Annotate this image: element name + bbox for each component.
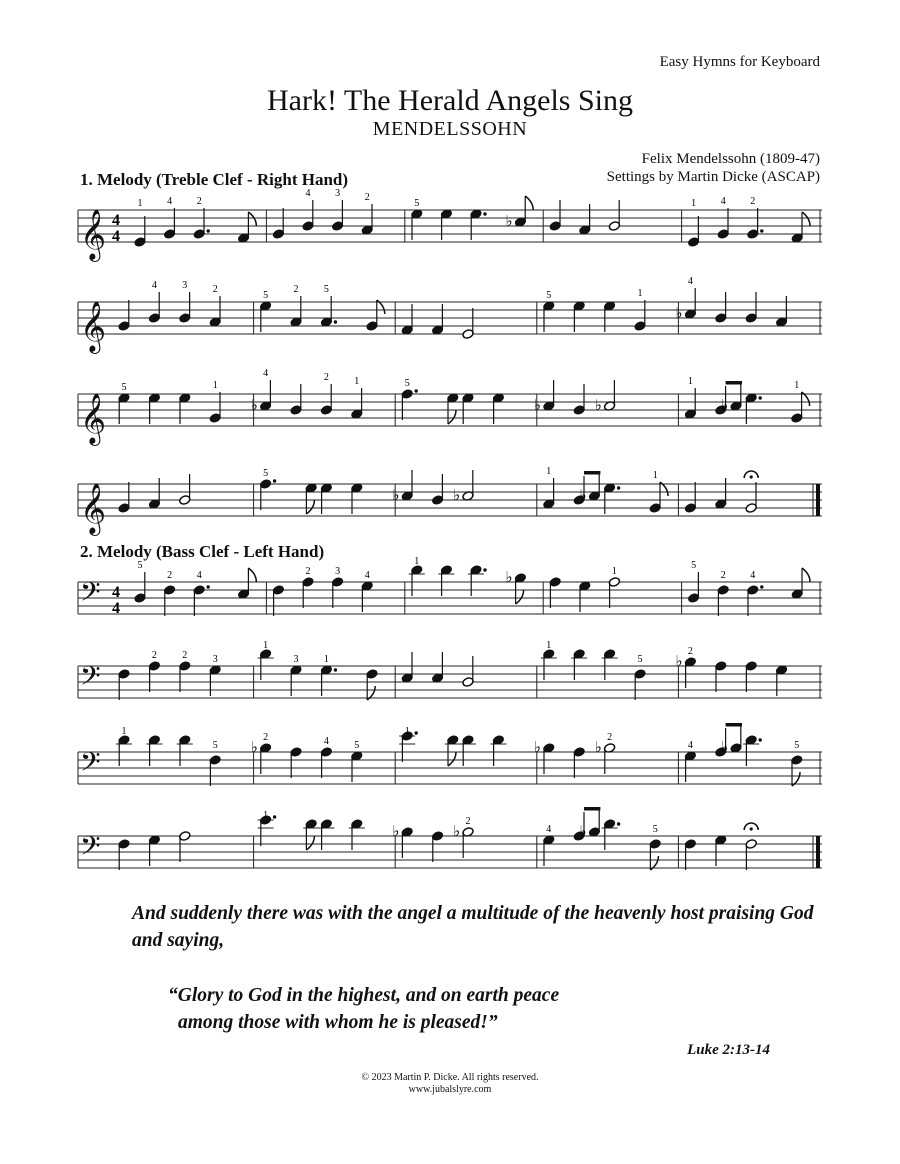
flat-icon: ♭ xyxy=(533,738,541,756)
fingering-number: 5 xyxy=(414,198,420,209)
note xyxy=(715,835,727,866)
note xyxy=(715,292,727,323)
note xyxy=(603,483,620,514)
note xyxy=(505,568,526,604)
note xyxy=(351,483,363,514)
note xyxy=(492,393,504,424)
note xyxy=(745,292,757,323)
note xyxy=(290,747,302,778)
note xyxy=(462,656,474,687)
note xyxy=(447,393,459,424)
fingering-number: 2 xyxy=(750,196,756,207)
fingering-number: 4 xyxy=(196,570,202,581)
fingering-number: 1 xyxy=(263,640,269,651)
flat-icon: ♭ xyxy=(594,738,602,756)
fingering-number: 3 xyxy=(293,654,299,665)
arranger-credit: Settings by Martin Dicke (ASCAP) xyxy=(606,169,820,185)
note xyxy=(179,831,191,862)
fingering-number: 4 xyxy=(687,740,693,751)
note xyxy=(684,482,696,513)
augmentation-dot xyxy=(334,668,337,671)
fingering-number: 2 xyxy=(465,816,471,827)
section-heading-treble: 1. Melody (Treble Clef - Right Hand) xyxy=(80,170,349,189)
note xyxy=(684,839,696,870)
fingering-number: 4 xyxy=(364,570,370,581)
note xyxy=(431,652,443,683)
note xyxy=(349,819,365,850)
fingering-number: 1 xyxy=(637,288,643,299)
augmentation-dot xyxy=(415,389,418,392)
note xyxy=(399,726,418,762)
fingering-number: 1 xyxy=(414,556,420,567)
note xyxy=(148,478,160,509)
staff-svg xyxy=(78,466,822,540)
fingering-number: 2 xyxy=(305,566,311,577)
time-signature-bottom: 4 xyxy=(112,228,120,245)
bass-system-1 xyxy=(78,556,822,638)
flat-icon: ♭ xyxy=(250,396,258,414)
note xyxy=(134,198,146,247)
note xyxy=(745,661,757,692)
note xyxy=(747,570,764,616)
bass-system-4 xyxy=(78,810,822,892)
note xyxy=(366,669,378,700)
note xyxy=(721,382,742,414)
note xyxy=(118,669,130,700)
note xyxy=(634,654,646,700)
note xyxy=(579,204,591,235)
fingering-number: 5 xyxy=(637,654,643,665)
note xyxy=(179,474,191,505)
fingering-number: 1 xyxy=(687,376,693,387)
fingering-number: 2 xyxy=(151,650,157,661)
augmentation-dot xyxy=(207,585,210,588)
composer-credit: Felix Mendelssohn (1809-47) xyxy=(641,151,820,167)
bass-clef-icon: 𝄢 xyxy=(80,576,101,614)
fingering-number: 5 xyxy=(137,560,143,571)
fingering-number: 4 xyxy=(305,188,311,199)
flag xyxy=(248,212,256,226)
note xyxy=(715,478,727,509)
fingering-number: 5 xyxy=(263,290,269,301)
fingering-number: 2 xyxy=(293,284,299,295)
fingering-number: 1 xyxy=(652,470,658,481)
note xyxy=(366,300,385,331)
fingering-number: 1 xyxy=(121,726,127,737)
flag xyxy=(448,752,456,766)
note xyxy=(440,209,452,240)
note xyxy=(148,393,160,424)
time-signature-bottom: 4 xyxy=(112,600,120,617)
treble-system-4 xyxy=(78,466,822,540)
note xyxy=(305,483,317,514)
note xyxy=(237,212,256,243)
note xyxy=(401,652,413,683)
augmentation-dot xyxy=(759,738,762,741)
note xyxy=(303,819,319,850)
note xyxy=(579,808,600,840)
note xyxy=(148,835,160,866)
note xyxy=(462,308,474,339)
note xyxy=(251,368,272,414)
flag xyxy=(306,836,314,850)
fingering-number: 2 xyxy=(607,732,613,743)
fingering-number: 3 xyxy=(182,280,188,291)
section-heading-bass: 2. Melody (Bass Clef - Left Hand) xyxy=(80,542,325,561)
note xyxy=(290,384,302,415)
treble-system-3 xyxy=(78,368,822,450)
fingering-number: 5 xyxy=(323,284,329,295)
website-link[interactable]: www.jubalslyre.com xyxy=(408,1084,492,1095)
note xyxy=(470,209,487,240)
fingering-number: 4 xyxy=(720,196,726,207)
staff-svg xyxy=(78,276,822,358)
note xyxy=(361,192,373,235)
augmentation-dot xyxy=(483,212,486,215)
bass-system-2 xyxy=(78,640,822,722)
note xyxy=(505,196,533,230)
note xyxy=(608,566,620,608)
note xyxy=(320,284,337,327)
fingering-number: 3 xyxy=(335,566,341,577)
note xyxy=(775,296,787,327)
note xyxy=(146,735,162,766)
note xyxy=(715,661,727,692)
note xyxy=(401,304,413,335)
bass-clef-icon: 𝄢 xyxy=(80,746,101,784)
fingering-number: 5 xyxy=(691,560,697,571)
note xyxy=(438,565,454,596)
note xyxy=(318,819,334,850)
note xyxy=(177,735,193,766)
fingering-number: 1 xyxy=(611,566,617,577)
bass-system-3 xyxy=(78,726,822,808)
fingering-number: 2 xyxy=(182,650,188,661)
note xyxy=(118,482,130,513)
note xyxy=(209,284,221,327)
flat-icon: ♭ xyxy=(675,304,683,322)
note xyxy=(675,276,696,322)
fingering-number: 4 xyxy=(687,276,693,287)
fingering-number: 1 xyxy=(546,466,552,477)
fingering-number: 2 xyxy=(687,646,693,657)
fingering-number: 4 xyxy=(151,280,157,291)
note xyxy=(595,380,616,414)
page-title: Hark! The Herald Angels Sing xyxy=(266,84,634,117)
flat-icon: ♭ xyxy=(594,396,602,414)
note xyxy=(431,474,443,505)
augmentation-dot xyxy=(760,229,763,232)
fingering-number: 2 xyxy=(323,372,329,383)
note xyxy=(791,212,810,243)
note xyxy=(468,565,487,596)
note xyxy=(320,483,332,514)
fingering-number: 5 xyxy=(794,740,800,751)
fingering-number: 1 xyxy=(263,810,269,821)
augmentation-dot xyxy=(617,486,620,489)
treble-system-2 xyxy=(78,276,822,358)
fingering-number: 2 xyxy=(212,284,218,295)
fermata-dot xyxy=(750,827,753,830)
note xyxy=(392,470,413,504)
note xyxy=(118,839,130,870)
staff-svg xyxy=(78,188,822,266)
note xyxy=(721,724,742,756)
fingering-number: 2 xyxy=(263,732,269,743)
scripture-verse: And suddenly there was with the angel a multitude of the heavenly host praising God and saying, xyxy=(132,903,814,951)
note xyxy=(179,393,191,424)
flat-icon: ♭ xyxy=(533,396,541,414)
fingering-number: 4 xyxy=(263,368,269,379)
quote-line-1: “Glory to God in the highest, and on earth peace xyxy=(168,985,560,1006)
note xyxy=(791,740,803,786)
staff-svg xyxy=(78,810,822,892)
augmentation-dot xyxy=(273,815,276,818)
note xyxy=(460,735,476,766)
fingering-number: 1 xyxy=(212,380,218,391)
note xyxy=(431,831,443,862)
beam xyxy=(726,381,742,385)
note xyxy=(453,470,474,504)
note xyxy=(320,736,332,778)
flat-icon: ♭ xyxy=(579,822,587,840)
treble-system-1 xyxy=(78,188,822,266)
flag xyxy=(306,500,314,514)
flag xyxy=(448,410,456,424)
note xyxy=(272,585,284,616)
flat-icon: ♭ xyxy=(505,568,513,586)
note xyxy=(163,570,175,616)
note xyxy=(209,740,221,786)
quote-line-2: among those with whom he is pleased!” xyxy=(178,1012,498,1033)
credits xyxy=(540,150,820,186)
flag xyxy=(516,590,524,604)
note xyxy=(649,824,661,870)
beam xyxy=(584,807,600,811)
note xyxy=(302,566,314,608)
fingering-number: 4 xyxy=(546,824,552,835)
beam xyxy=(726,723,742,727)
fingering-number: 1 xyxy=(404,726,410,737)
note xyxy=(543,466,555,509)
fingering-number: 4 xyxy=(323,736,329,747)
note xyxy=(401,378,418,420)
treble-clef-icon: 𝄞 xyxy=(80,301,107,352)
fingering-number: 1 xyxy=(794,380,800,391)
fingering-number: 5 xyxy=(121,382,127,393)
augmentation-dot xyxy=(207,229,210,232)
fingering-number: 1 xyxy=(691,198,697,209)
scripture-quote xyxy=(168,982,768,1036)
time-signature-top: 4 xyxy=(112,212,120,229)
note xyxy=(608,200,620,231)
fingering-number: 5 xyxy=(212,740,218,751)
flat-icon: ♭ xyxy=(392,486,400,504)
staff-svg xyxy=(78,368,822,450)
flat-icon: ♭ xyxy=(721,396,729,414)
note xyxy=(717,570,729,616)
flag xyxy=(248,568,256,582)
fingering-number: 2 xyxy=(720,570,726,581)
note xyxy=(549,577,561,608)
treble-clef-icon: 𝄞 xyxy=(80,209,107,260)
fingering-number: 1 xyxy=(137,198,143,209)
fingering-number: 2 xyxy=(167,570,173,581)
flat-icon: ♭ xyxy=(579,486,587,504)
note xyxy=(573,384,585,415)
fingering-number: 5 xyxy=(652,824,658,835)
footer xyxy=(0,1072,900,1096)
note xyxy=(579,472,600,504)
fingering-number: 1 xyxy=(354,376,360,387)
note xyxy=(490,735,506,766)
fingering-number: 5 xyxy=(546,290,552,301)
fingering-number: 4 xyxy=(167,196,173,207)
flat-icon: ♭ xyxy=(392,822,400,840)
augmentation-dot xyxy=(617,822,620,825)
note xyxy=(791,568,810,599)
fingering-number: 3 xyxy=(212,654,218,665)
flag xyxy=(802,212,810,226)
note xyxy=(462,393,474,424)
note xyxy=(687,198,699,247)
note xyxy=(237,568,256,599)
bass-clef-icon: 𝄢 xyxy=(80,660,101,698)
note xyxy=(744,823,758,870)
staff-svg xyxy=(78,726,822,808)
final-barline-thick xyxy=(816,484,820,516)
augmentation-dot xyxy=(483,568,486,571)
treble-clef-icon: 𝄞 xyxy=(80,393,107,444)
note xyxy=(602,649,618,680)
note xyxy=(290,284,302,327)
fingering-number: 3 xyxy=(335,188,341,199)
fingering-number: 4 xyxy=(750,570,756,581)
flag xyxy=(525,196,533,210)
note xyxy=(193,570,210,616)
augmentation-dot xyxy=(760,585,763,588)
fingering-number: 2 xyxy=(196,196,202,207)
fingering-number: 2 xyxy=(364,192,370,203)
treble-clef-icon: 𝄞 xyxy=(80,483,107,534)
time-signature-top: 4 xyxy=(112,584,120,601)
staff-svg xyxy=(78,556,822,638)
staff-svg xyxy=(78,640,822,722)
fingering-number: 1 xyxy=(546,640,552,651)
note xyxy=(272,208,284,239)
augmentation-dot xyxy=(759,396,762,399)
augmentation-dot xyxy=(415,731,418,734)
note xyxy=(258,810,277,846)
fingering-number: 5 xyxy=(404,378,410,389)
note xyxy=(743,735,762,766)
note xyxy=(445,735,461,766)
fingering-number: 1 xyxy=(323,654,329,665)
note xyxy=(571,649,587,680)
note xyxy=(573,747,585,778)
beam xyxy=(584,471,600,475)
note xyxy=(579,581,591,612)
note xyxy=(684,376,696,419)
series-title: Easy Hymns for Keyboard xyxy=(659,54,820,70)
note xyxy=(331,566,343,608)
fingering-number: 5 xyxy=(263,468,269,479)
note xyxy=(573,301,585,332)
note xyxy=(745,393,762,424)
note xyxy=(148,650,160,692)
note xyxy=(118,300,130,331)
flat-icon: ♭ xyxy=(250,738,258,756)
scripture-reference: Luke 2:13-14 xyxy=(687,1042,770,1058)
note xyxy=(351,376,363,419)
note xyxy=(179,650,191,692)
note xyxy=(775,665,787,696)
copyright-notice: © 2023 Martin P. Dicke. All rights reserved. xyxy=(361,1072,539,1083)
flat-icon: ♭ xyxy=(453,822,461,840)
flag xyxy=(802,568,810,582)
note xyxy=(602,819,621,850)
final-barline-thick xyxy=(816,836,820,868)
flat-icon: ♭ xyxy=(675,652,683,670)
tune-name: MENDELSSOHN xyxy=(372,118,528,140)
note xyxy=(534,380,555,414)
augmentation-dot xyxy=(273,479,276,482)
flat-icon: ♭ xyxy=(505,212,513,230)
flat-icon: ♭ xyxy=(453,486,461,504)
augmentation-dot xyxy=(334,320,337,323)
note xyxy=(549,200,561,231)
fermata-dot xyxy=(750,475,753,478)
note xyxy=(431,304,443,335)
flat-icon: ♭ xyxy=(721,738,729,756)
fingering-number: 5 xyxy=(354,740,360,751)
note xyxy=(259,468,276,510)
note xyxy=(603,301,615,332)
bass-clef-icon: 𝄢 xyxy=(80,830,101,868)
